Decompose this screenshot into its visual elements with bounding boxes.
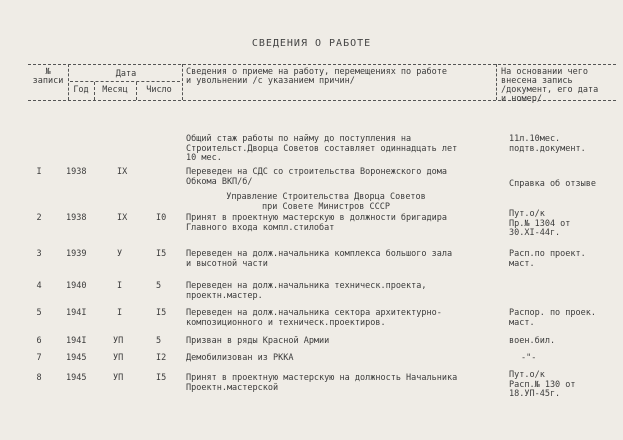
row-5-info: Переведен на долж.начальника сектора архитектурно- композиционного и техническ.проектиров.: [186, 308, 442, 328]
header-month: Месяц: [102, 85, 128, 95]
col-divider-5: [496, 64, 497, 100]
row-6-num: 6: [36, 336, 42, 346]
col-divider-4: [182, 64, 183, 100]
header-record-num: № записи: [32, 67, 64, 86]
row-5-num: 5: [36, 308, 42, 318]
row-3-basis: Расп.по проект. маст.: [509, 249, 586, 269]
intro-basis: 11л.10мес. подтв.документ.: [509, 134, 586, 154]
row-4-info: Переведен на долж.начальника техническ.проекта, проектн.мастер.: [186, 281, 427, 301]
row-5-year: 194I: [66, 308, 87, 318]
page-title: СВЕДЕНИЯ О РАБОТЕ: [251, 38, 372, 49]
row-6-basis: воен.бил.: [509, 336, 556, 346]
row-6-day: 5: [156, 336, 162, 346]
row-7-info: Демобилизован из РККА: [186, 353, 294, 363]
row-8-month: УП: [113, 373, 124, 383]
row-8-year: 1945: [66, 373, 87, 383]
row-6-year: 194I: [66, 336, 87, 346]
header-basis: На основании чего внесена запись /документ, его дата и номер/: [501, 67, 599, 104]
date-subheader-rule: [70, 81, 180, 82]
row-4-month: I: [117, 281, 123, 291]
row-2-day: I0: [156, 213, 167, 223]
row-4-num: 4: [36, 281, 42, 291]
row-3-day: I5: [156, 249, 167, 259]
row-4-year: 1940: [66, 281, 87, 291]
row-6-info: Призван в ряды Красной Армии: [186, 336, 330, 346]
row-5-month: I: [117, 308, 123, 318]
row-6-month: УП: [113, 336, 124, 346]
header-date: Дата: [115, 69, 137, 79]
row-7-basis: -"-: [521, 353, 537, 363]
row-8-day: I5: [156, 373, 167, 383]
row-4-day: 5: [156, 281, 162, 291]
row-3-info: Переведен на долж.начальника комплекса большого зала и высотной части: [186, 249, 453, 269]
row-1-month: IX: [117, 167, 128, 177]
row-2-num: 2: [36, 213, 42, 223]
row-1-info: Переведен на СДС со строительства Воронежского дома Обкома ВКП/б/: [186, 167, 447, 187]
row-5-basis: Распор. по проек. маст.: [509, 308, 596, 328]
row-7-num: 7: [36, 353, 42, 363]
row-2-month: IX: [117, 213, 128, 223]
row-8-info: Принят в проектную мастерскую на должность Начальника Проектн.мастерской: [186, 373, 458, 393]
row-1-basis: Справка об отзыве: [509, 179, 596, 189]
organization-heading: Управление Строительства Дворца Советов при Совете Министров СССР: [226, 192, 426, 212]
row-2-year: 1938: [66, 213, 87, 223]
row-7-year: 1945: [66, 353, 87, 363]
header-year: Год: [73, 85, 89, 95]
row-7-month: УП: [113, 353, 124, 363]
row-3-year: 1939: [66, 249, 87, 259]
row-3-month: У: [117, 249, 123, 259]
row-8-basis: Пут.о/к Расп.№ 130 от 18.УП-45г.: [509, 370, 576, 399]
row-1-num: I: [36, 167, 42, 177]
header-info: Сведения о приеме на работу, перемещениях по работе и увольнении /с указанием причин/: [186, 67, 447, 86]
row-2-info: Принят в проектную мастерскую в должности бригадира Главного входа компл.стилобат: [186, 213, 447, 233]
intro-text: Общий стаж работы по найму до поступления на Строительст.Дворца Советов составляет одиннадцать лет 10 мес.: [186, 134, 458, 163]
row-1-year: 1938: [66, 167, 87, 177]
row-3-num: 3: [36, 249, 42, 259]
row-7-day: I2: [156, 353, 167, 363]
header-top-rule: [28, 64, 616, 65]
header-day: Число: [146, 85, 172, 95]
row-8-num: 8: [36, 373, 42, 383]
row-5-day: I5: [156, 308, 167, 318]
row-2-basis: Пут.о/к Пр.№ 1304 от 30.XI-44г.: [509, 209, 571, 238]
